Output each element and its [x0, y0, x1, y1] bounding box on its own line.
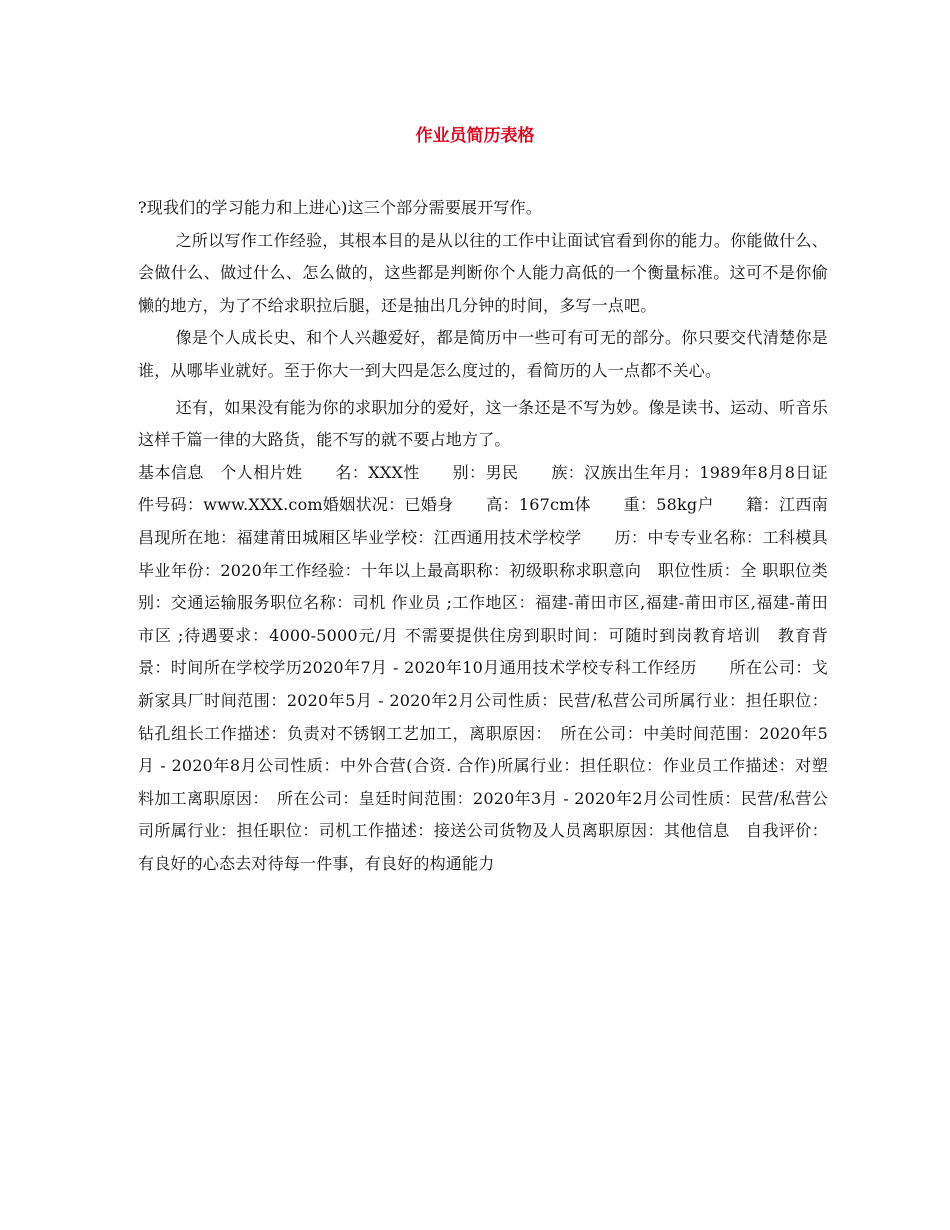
paragraph-intro-fragment: ?现我们的学习能力和上进心)这三个部分需要展开写作。 [138, 198, 543, 217]
paragraph-work-experience: 之所以写作工作经验，其根本目的是从以往的工作中让面试官看到你的能力。你能做什么、会做什么、做过什么、怎么做的，这些都是判断你个人能力高低的一个衡量标准。这可不是你偷懒的地方，为了不给求职拉后腿，还是抽出几分钟的时间，多写一点吧。 [138, 230, 828, 315]
paragraph-hobbies: 还有，如果没有能为你的求职加分的爱好，这一条还是不写为妙。像是读书、运动、听音乐这样千篇一律的大路货，能不写的就不要占地方了。 [138, 397, 828, 450]
paragraph-resume-details: 基本信息 个人相片姓 名：XXX性 别：男民 族：汉族出生年月：1989年8月8日证件号码：www.XXX.com婚姻状况：已婚身 高：167cm体 重：58kg户 籍：江西南昌现所在地：福建莆田城厢区毕业学校：江西通用技术学校学 历：中专专业名称：工科模具毕业年份：2020年工作经验：十年以上最高职称：初级职称求职意向 职位性质：全 职职位类别：交通运输服务职位名称：司机 作业员 ;工作地区：福建-莆田市区,福建-莆田市区,福建-莆田市区 ;待遇要求：4000-5000元/月 不需要提供住房到职时间：可随时到岗教育培训 教育背景：时间所在学校学历2020年7月 - 2020年10月通用技术学校专科工作经历 所在公司：戈新家具厂时间范围：2020年5月 - 2020年2月公司性质：民营/私营公司所属行业：担任职位：钻孔组长工作描述：负责对不锈钢工艺加工，离职原因： 所在公司：中美时间范围：2020年5月 - 2020年8月公司性质：中外合营(合资. 合作)所属行业：担任职位：作业员工作描述：对塑料加工离职原因： 所在公司：皇廷时间范围：2020年3月 - 2020年2月公司性质：民营/私营公司所属行业：担任职位：司机工作描述：接送公司货物及人员离职原因：其他信息 自我评价：有良好的心态去对待每一件事，有良好的构通能力 [138, 462, 828, 873]
document-body [138, 192, 828, 880]
paragraph-personal-history: 像是个人成长史、和个人兴趣爱好，都是简历中一些可有可无的部分。你只要交代清楚你是谁，从哪毕业就好。至于你大一到大四是怎么度过的，看简历的人一点都不关心。 [138, 328, 828, 380]
document-title: 作业员简历表格 [415, 126, 535, 146]
